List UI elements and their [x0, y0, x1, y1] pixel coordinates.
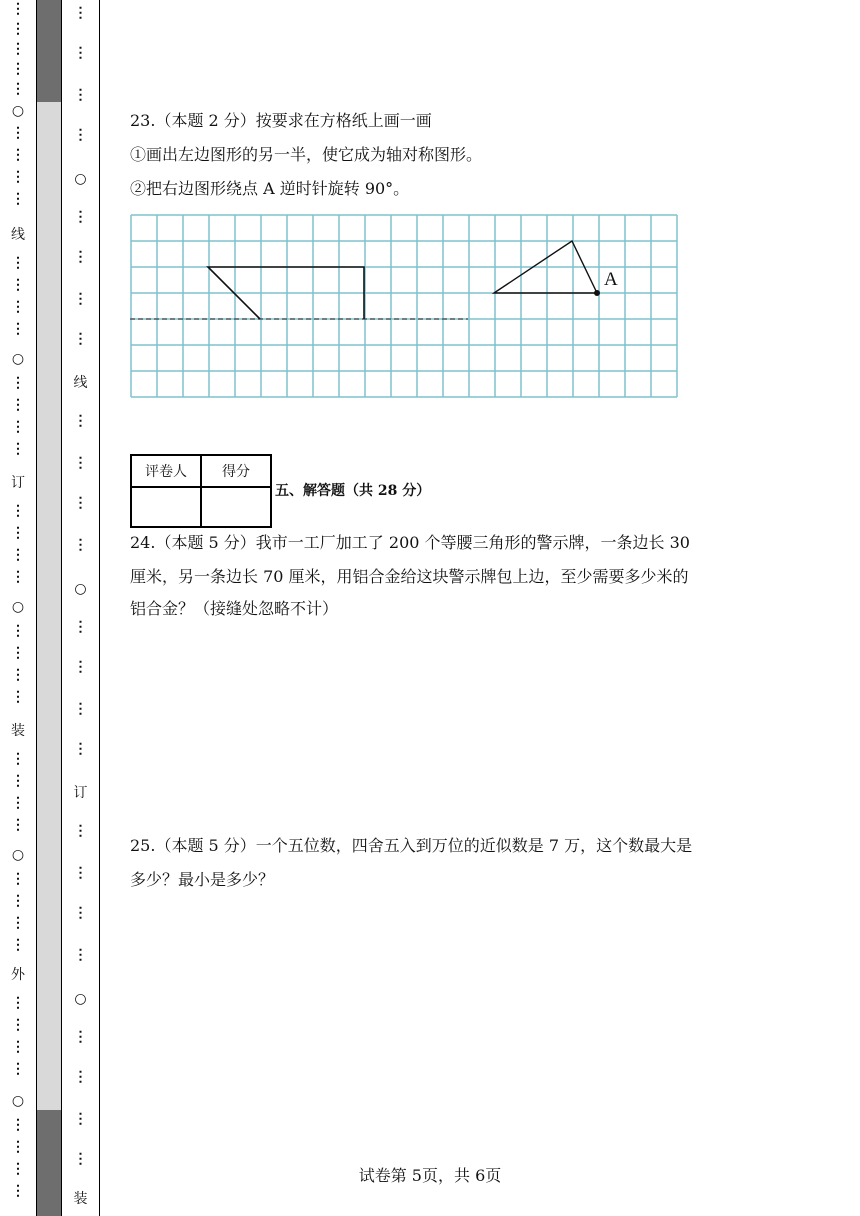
- q24-line1: 24.（本题 5 分）我市一工厂加工了 200 个等腰三角形的警示牌，一条边长 30: [130, 533, 690, 552]
- circle-mark: ○: [11, 847, 25, 863]
- dots: ⋮: [11, 255, 25, 271]
- section-title: 五、解答题（共 28 分）: [275, 483, 431, 499]
- gray-bar-top-block: [37, 0, 61, 102]
- dots: ⋮: [11, 871, 25, 887]
- dots: ⋮: [11, 667, 25, 683]
- circle-mark: ○: [74, 171, 87, 187]
- dots: ⋮: [73, 331, 88, 347]
- circle-mark: ○: [74, 581, 87, 597]
- circle-mark: ○: [11, 1093, 25, 1109]
- binding-gray-bar: [36, 0, 62, 1216]
- dots: ⋮: [11, 397, 25, 413]
- circle-mark: ○: [11, 103, 25, 119]
- q25-line1: 25.（本题 5 分）一个五位数，四舍五入到万位的近似数是 7 万，这个数最大是: [130, 836, 693, 855]
- dots: ⋮: [11, 441, 25, 457]
- q24-line3: 铝合金？（接缝处忽略不计）: [130, 599, 339, 618]
- dots: ⋮: [11, 751, 25, 767]
- dots: ⋮: [11, 623, 25, 639]
- dots: ⋮: [73, 455, 88, 471]
- rail-label-ding: 订: [73, 785, 88, 801]
- inner-binding-rail: [62, 0, 100, 1216]
- dots: ⋮: [73, 249, 88, 265]
- dots: ⋮: [73, 1029, 88, 1045]
- dots: ⋮: [73, 291, 88, 307]
- dots: ⋮: [11, 277, 25, 293]
- dots: ⋮: [11, 299, 25, 315]
- dots: ⋮: [11, 569, 25, 585]
- q23-line1: 23.（本题 2 分）按要求在方格纸上画一画: [130, 111, 432, 130]
- q23-line2: ①画出左边图形的另一半，使它成为轴对称图形。: [130, 145, 483, 164]
- grid-paper-svg: [130, 214, 678, 398]
- dots: ⋮: [73, 495, 88, 511]
- dots: ⋮: [11, 689, 25, 705]
- dots: ⋮: [11, 169, 25, 185]
- dots: ⋮: [11, 1061, 25, 1077]
- circle-mark: ○: [11, 599, 25, 615]
- dots: ⋮: [11, 893, 25, 909]
- rail-label-line: 线: [73, 375, 88, 391]
- dots: ⋮: [11, 995, 25, 1011]
- dots: ⋮: [11, 41, 25, 57]
- dots: ⋮: [73, 1069, 88, 1085]
- rail-label-ding: 订: [11, 475, 25, 491]
- dots: ⋮: [11, 81, 25, 97]
- dots: ⋮: [73, 823, 88, 839]
- dots: ⋮: [73, 659, 88, 675]
- q25-line2: 多少？最小是多少？: [130, 870, 275, 889]
- dots: ⋮: [73, 947, 88, 963]
- point-a-label: A: [604, 269, 618, 290]
- dots: ⋮: [73, 701, 88, 717]
- grid-paper: [130, 214, 678, 402]
- score-cell: [201, 487, 271, 527]
- dots: ⋮: [11, 1139, 25, 1155]
- rail-label-zhuang: 装: [11, 723, 25, 739]
- page-footer: 试卷第 5页，共 6页: [358, 1166, 502, 1185]
- dots: ⋮: [11, 795, 25, 811]
- dots: ⋮: [11, 125, 25, 141]
- dots: ⋮: [11, 1183, 25, 1199]
- grader-cell: [131, 487, 201, 527]
- dots: ⋮: [11, 525, 25, 541]
- dots: ⋮: [11, 147, 25, 163]
- dots: ⋮: [11, 191, 25, 207]
- q24-line2: 厘米，另一条边长 70 厘米，用铝合金给这块警示牌包上边，至少需要多少米的: [130, 567, 689, 586]
- dots: ⋮: [11, 937, 25, 953]
- q23-line3: ②把右边图形绕点 A 逆时针旋转 90°。: [130, 179, 410, 198]
- circle-mark: ○: [11, 351, 25, 367]
- dots: ⋮: [73, 413, 88, 429]
- dots: ⋮: [11, 645, 25, 661]
- rail-label-wai: 外: [11, 967, 25, 983]
- dots: ⋮: [73, 127, 88, 143]
- dots: ⋮: [73, 87, 88, 103]
- dots: ⋮: [11, 419, 25, 435]
- dots: ⋮: [11, 1039, 25, 1055]
- grader-header: 评卷人: [131, 455, 201, 487]
- dots: ⋮: [73, 537, 88, 553]
- dots: ⋮: [11, 915, 25, 931]
- dots: ⋮: [73, 45, 88, 61]
- point-a-marker: [594, 290, 600, 296]
- rail-label-line: 线: [11, 227, 25, 243]
- dots: ⋮: [73, 1111, 88, 1127]
- dots: ⋮: [11, 61, 25, 77]
- dots: ⋮: [11, 1017, 25, 1033]
- dots: ⋮: [11, 503, 25, 519]
- circle-mark: ○: [74, 991, 87, 1007]
- dots: ⋮: [73, 619, 88, 635]
- dots: ⋮: [11, 773, 25, 789]
- score-header: 得分: [201, 455, 271, 487]
- score-table: [130, 454, 272, 528]
- dots: ⋮: [73, 741, 88, 757]
- dots: ⋮: [73, 5, 88, 21]
- dots: ⋮: [73, 1151, 88, 1167]
- dots: ⋮: [73, 865, 88, 881]
- dots: ⋮: [73, 905, 88, 921]
- dots: ⋮: [11, 21, 25, 37]
- dots: ⋮: [11, 1117, 25, 1133]
- outer-binding-rail: [0, 0, 36, 1216]
- dots: ⋮: [11, 1161, 25, 1177]
- dots: ⋮: [11, 375, 25, 391]
- dots: ⋮: [11, 817, 25, 833]
- dots: ⋮: [11, 321, 25, 337]
- rail-label-zhuang: 装: [73, 1191, 88, 1207]
- dots: ⋮: [73, 209, 88, 225]
- dots: ⋮: [11, 1, 25, 17]
- dots: ⋮: [11, 547, 25, 563]
